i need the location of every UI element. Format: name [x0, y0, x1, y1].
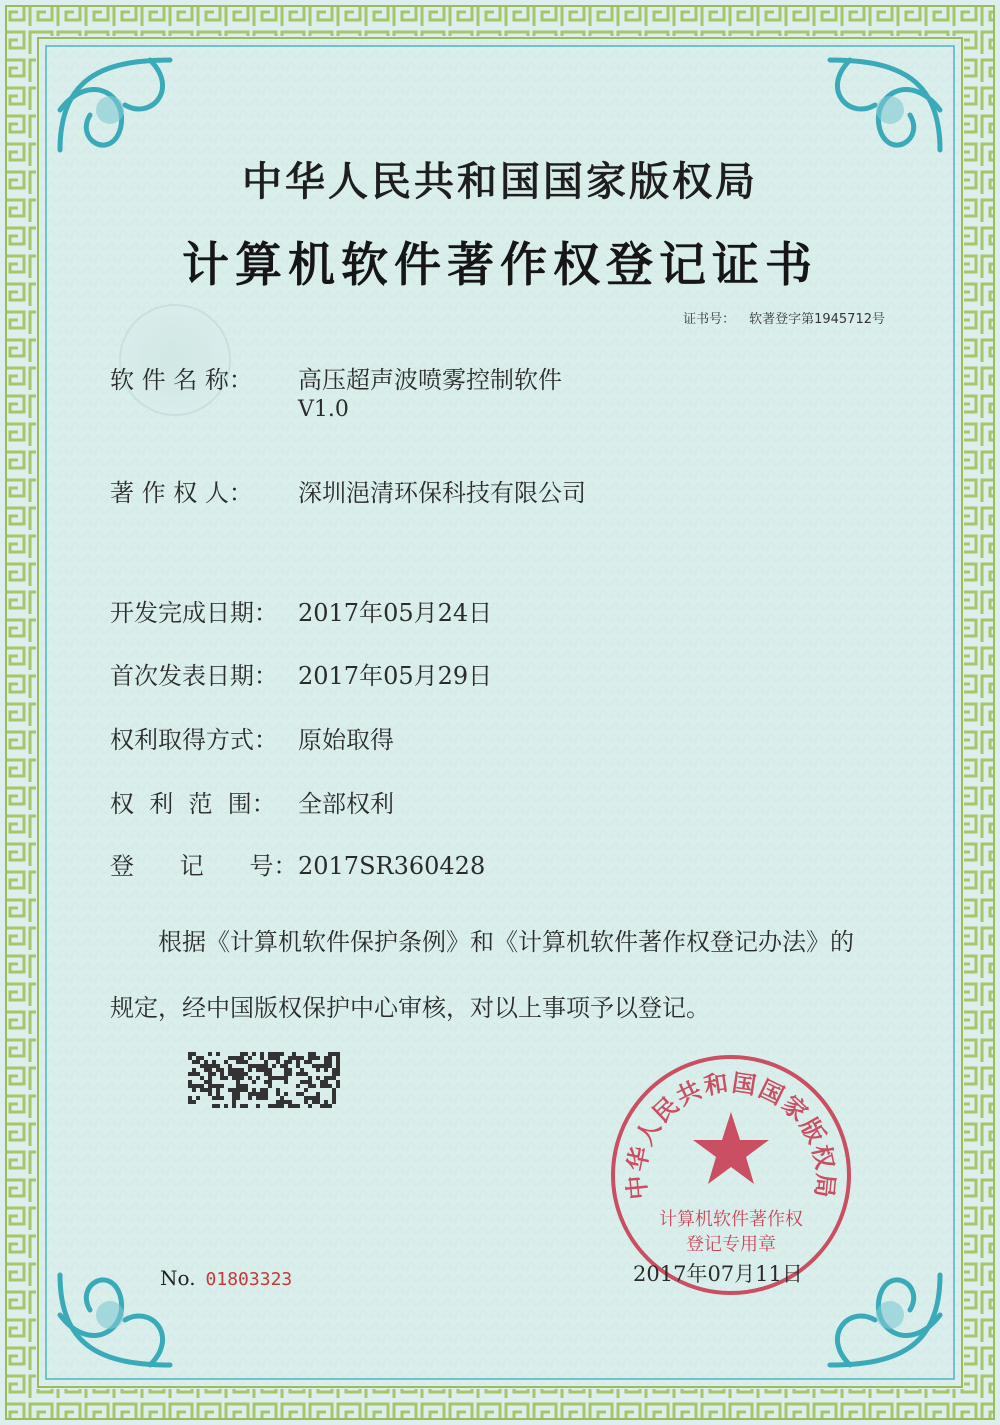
barcode-module — [244, 1072, 248, 1076]
barcode-module — [236, 1076, 240, 1080]
barcode-module — [232, 1076, 236, 1080]
barcode-module — [196, 1084, 200, 1088]
barcode-module — [260, 1092, 264, 1096]
barcode-module — [280, 1064, 284, 1068]
barcode-module — [308, 1084, 312, 1088]
barcode-module — [288, 1060, 292, 1064]
barcode-module — [320, 1064, 324, 1068]
barcode-module — [336, 1060, 340, 1064]
barcode-module — [280, 1096, 284, 1100]
barcode-module — [272, 1052, 276, 1056]
barcode-module — [200, 1056, 204, 1060]
barcode-module — [312, 1064, 316, 1068]
barcode-module — [300, 1072, 304, 1076]
barcode-module — [268, 1052, 272, 1056]
barcode-module — [316, 1064, 320, 1068]
barcode-module — [208, 1088, 212, 1092]
registration-number-label: 登 记 号： — [110, 852, 298, 880]
barcode-module — [240, 1084, 244, 1088]
barcode-module — [332, 1096, 336, 1100]
barcode-module — [208, 1084, 212, 1088]
barcode-module — [208, 1072, 212, 1076]
barcode-module — [264, 1068, 268, 1072]
barcode-module — [276, 1076, 280, 1080]
barcode-module — [256, 1064, 260, 1068]
seal-line2: 登记专用章 — [686, 1234, 776, 1255]
barcode-module — [240, 1060, 244, 1064]
barcode-module — [312, 1084, 316, 1088]
barcode-module — [260, 1068, 264, 1072]
barcode-module — [308, 1104, 312, 1108]
barcode-module — [236, 1080, 240, 1084]
barcode-module — [268, 1080, 272, 1084]
barcode-module — [316, 1076, 320, 1080]
software-name-value: 高压超声波喷雾控制软件 — [298, 366, 562, 394]
barcode-module — [244, 1104, 248, 1108]
barcode-module — [228, 1088, 232, 1092]
barcode-module — [336, 1052, 340, 1056]
barcode-module — [308, 1060, 312, 1064]
barcode-module — [240, 1104, 244, 1108]
barcode-module — [216, 1068, 220, 1072]
barcode-module — [284, 1064, 288, 1068]
barcode-module — [228, 1064, 232, 1068]
barcode-module — [228, 1072, 232, 1076]
barcode-module — [264, 1072, 268, 1076]
barcode-module — [312, 1100, 316, 1104]
barcode-module — [236, 1060, 240, 1064]
barcode-module — [192, 1060, 196, 1064]
barcode-module — [332, 1100, 336, 1104]
owner-value: 深圳浥清环保科技有限公司 — [298, 479, 586, 507]
barcode-module — [236, 1068, 240, 1072]
barcode-module — [292, 1056, 296, 1060]
barcode-module — [188, 1096, 192, 1100]
publish-date-value: 2017年05月29日 — [298, 662, 493, 690]
acquire-method-label: 权利取得方式： — [110, 726, 278, 754]
barcode-module — [280, 1052, 284, 1056]
certificate-number-value: 软著登字第1945712号 — [749, 312, 885, 327]
barcode-module — [204, 1064, 208, 1068]
field-publish-date — [110, 656, 492, 691]
field-owner — [110, 473, 586, 508]
barcode-module — [228, 1056, 232, 1060]
barcode-module — [256, 1104, 260, 1108]
field-completion-date — [110, 593, 492, 628]
barcode-module — [208, 1068, 212, 1072]
barcode-module — [304, 1072, 308, 1076]
barcode-module — [248, 1056, 252, 1060]
barcode-module — [308, 1080, 312, 1084]
software-version-value: V1.0 — [298, 397, 349, 422]
barcode-module — [312, 1052, 316, 1056]
barcode-module — [336, 1056, 340, 1060]
field-registration-number — [110, 846, 485, 881]
barcode-module — [332, 1052, 336, 1056]
serial-number-value: 01803323 — [205, 1269, 293, 1290]
barcode-module — [264, 1092, 268, 1096]
barcode-module — [276, 1092, 280, 1096]
acquire-method-value: 原始取得 — [298, 726, 394, 754]
barcode-module — [192, 1068, 196, 1072]
barcode-module — [188, 1072, 192, 1076]
barcode-module — [248, 1076, 252, 1080]
barcode-module — [248, 1096, 252, 1100]
barcode-module — [308, 1076, 312, 1080]
barcode-module — [316, 1056, 320, 1060]
rights-scope-value: 全部权利 — [298, 790, 394, 818]
barcode-module — [188, 1056, 192, 1060]
seal-line1: 计算机软件著作权 — [659, 1209, 803, 1230]
barcode-module — [260, 1064, 264, 1068]
field-acquire-method — [110, 720, 394, 755]
barcode-module — [256, 1068, 260, 1072]
barcode-module — [288, 1104, 292, 1108]
barcode-module — [196, 1056, 200, 1060]
barcode-module — [308, 1052, 312, 1056]
barcode-module — [296, 1072, 300, 1076]
barcode-module — [192, 1100, 196, 1104]
barcode-module — [236, 1084, 240, 1088]
barcode-module — [304, 1060, 308, 1064]
barcode-module — [300, 1092, 304, 1096]
2d-barcode — [188, 1052, 340, 1108]
barcode-module — [260, 1052, 264, 1056]
barcode-module — [260, 1056, 264, 1060]
issuer-title: 中华人民共和国国家版权局 — [242, 159, 758, 205]
rights-scope-label: 权 利 范 围： — [110, 790, 276, 818]
barcode-module — [288, 1056, 292, 1060]
barcode-module — [336, 1080, 340, 1084]
barcode-module — [240, 1088, 244, 1092]
barcode-module — [312, 1056, 316, 1060]
barcode-module — [276, 1100, 280, 1104]
barcode-module — [204, 1068, 208, 1072]
publish-date-label: 首次发表日期： — [110, 662, 278, 690]
barcode-module — [272, 1064, 276, 1068]
barcode-module — [316, 1100, 320, 1104]
seal-outer-text: 中华人民共和国国家版权局 — [622, 1068, 840, 1201]
barcode-module — [268, 1068, 272, 1072]
barcode-module — [220, 1096, 224, 1100]
barcode-module — [284, 1100, 288, 1104]
barcode-module — [212, 1072, 216, 1076]
barcode-module — [264, 1096, 268, 1100]
barcode-module — [324, 1100, 328, 1104]
barcode-module — [296, 1056, 300, 1060]
barcode-module — [264, 1080, 268, 1084]
barcode-module — [284, 1080, 288, 1084]
barcode-module — [244, 1052, 248, 1056]
field-software-name — [110, 360, 562, 422]
barcode-module — [200, 1084, 204, 1088]
barcode-module — [192, 1088, 196, 1092]
software-name-label: 软 件 名 称： — [110, 366, 253, 394]
barcode-module — [272, 1056, 276, 1060]
barcode-module — [208, 1080, 212, 1084]
barcode-module — [276, 1052, 280, 1056]
barcode-module — [244, 1088, 248, 1092]
barcode-module — [296, 1060, 300, 1064]
barcode-module — [252, 1064, 256, 1068]
barcode-module — [268, 1072, 272, 1076]
barcode-module — [236, 1072, 240, 1076]
barcode-module — [204, 1080, 208, 1084]
barcode-module — [248, 1068, 252, 1072]
barcode-module — [244, 1084, 248, 1088]
completion-date-label: 开发完成日期： — [110, 599, 278, 627]
barcode-module — [252, 1080, 256, 1084]
barcode-module — [308, 1056, 312, 1060]
barcode-module — [252, 1092, 256, 1096]
barcode-module — [216, 1092, 220, 1096]
barcode-module — [328, 1060, 332, 1064]
barcode-module — [220, 1068, 224, 1072]
barcode-module — [192, 1052, 196, 1056]
barcode-module — [216, 1064, 220, 1068]
barcode-module — [232, 1068, 236, 1072]
barcode-module — [224, 1076, 228, 1080]
barcode-module — [276, 1088, 280, 1092]
barcode-module — [256, 1076, 260, 1080]
barcode-module — [264, 1060, 268, 1064]
barcode-module — [188, 1100, 192, 1104]
serial-number — [160, 1266, 292, 1290]
barcode-module — [284, 1076, 288, 1080]
barcode-module — [324, 1060, 328, 1064]
barcode-module — [280, 1104, 284, 1108]
barcode-module — [332, 1088, 336, 1092]
barcode-module — [252, 1052, 256, 1056]
barcode-module — [208, 1064, 212, 1068]
barcode-module — [288, 1072, 292, 1076]
barcode-module — [216, 1088, 220, 1092]
barcode-module — [328, 1056, 332, 1060]
barcode-module — [292, 1052, 296, 1056]
barcode-module — [224, 1060, 228, 1064]
barcode-module — [188, 1084, 192, 1088]
barcode-module — [252, 1088, 256, 1092]
barcode-module — [264, 1064, 268, 1068]
barcode-module — [216, 1052, 220, 1056]
barcode-module — [212, 1084, 216, 1088]
barcode-module — [324, 1068, 328, 1072]
certificate-title: 计算机软件著作权登记证书 — [182, 238, 818, 293]
barcode-module — [240, 1072, 244, 1076]
barcode-module — [296, 1104, 300, 1108]
barcode-module — [232, 1104, 236, 1108]
barcode-module — [288, 1068, 292, 1072]
barcode-module — [192, 1072, 196, 1076]
barcode-module — [336, 1068, 340, 1072]
barcode-module — [268, 1104, 272, 1108]
barcode-module — [324, 1064, 328, 1068]
barcode-module — [192, 1084, 196, 1088]
barcode-module — [260, 1088, 264, 1092]
barcode-module — [216, 1084, 220, 1088]
completion-date-value: 2017年05月24日 — [298, 599, 493, 627]
barcode-module — [208, 1052, 212, 1056]
barcode-module — [220, 1072, 224, 1076]
barcode-module — [236, 1056, 240, 1060]
barcode-module — [280, 1100, 284, 1104]
barcode-module — [308, 1096, 312, 1100]
barcode-module — [208, 1092, 212, 1096]
barcode-module — [324, 1080, 328, 1084]
barcode-module — [232, 1100, 236, 1104]
field-rights-scope — [110, 784, 394, 819]
barcode-module — [196, 1060, 200, 1064]
barcode-module — [300, 1056, 304, 1060]
barcode-module — [220, 1084, 224, 1088]
barcode-module — [324, 1076, 328, 1080]
barcode-module — [260, 1096, 264, 1100]
barcode-module — [212, 1064, 216, 1068]
serial-number-label: No. — [160, 1266, 196, 1290]
barcode-module — [328, 1084, 332, 1088]
barcode-module — [328, 1052, 332, 1056]
barcode-module — [332, 1076, 336, 1080]
barcode-module — [232, 1056, 236, 1060]
issue-date: 2017年07月11日 — [633, 1262, 803, 1286]
barcode-module — [280, 1076, 284, 1080]
barcode-module — [188, 1080, 192, 1084]
barcode-module — [316, 1068, 320, 1072]
barcode-module — [336, 1084, 340, 1088]
barcode-module — [232, 1072, 236, 1076]
barcode-module — [248, 1092, 252, 1096]
barcode-module — [256, 1096, 260, 1100]
barcode-module — [236, 1092, 240, 1096]
barcode-module — [276, 1056, 280, 1060]
barcode-module — [336, 1064, 340, 1068]
barcode-module — [320, 1104, 324, 1108]
barcode-module — [288, 1100, 292, 1104]
barcode-module — [256, 1092, 260, 1096]
barcode-module — [328, 1064, 332, 1068]
certificate-number — [683, 308, 885, 327]
barcode-module — [212, 1096, 216, 1100]
barcode-module — [240, 1052, 244, 1056]
barcode-module — [304, 1080, 308, 1084]
barcode-module — [188, 1052, 192, 1056]
barcode-module — [332, 1092, 336, 1096]
barcode-module — [240, 1076, 244, 1080]
barcode-module — [284, 1092, 288, 1096]
barcode-module — [324, 1104, 328, 1108]
barcode-module — [264, 1088, 268, 1092]
barcode-module — [320, 1080, 324, 1084]
barcode-module — [196, 1072, 200, 1076]
barcode-module — [224, 1104, 228, 1108]
barcode-module — [232, 1088, 236, 1092]
barcode-module — [220, 1076, 224, 1080]
owner-label: 著 作 权 人： — [110, 479, 253, 507]
barcode-module — [232, 1092, 236, 1096]
barcode-module — [268, 1076, 272, 1080]
barcode-module — [332, 1072, 336, 1076]
barcode-module — [216, 1096, 220, 1100]
barcode-module — [244, 1060, 248, 1064]
barcode-module — [276, 1060, 280, 1064]
barcode-module — [296, 1092, 300, 1096]
barcode-module — [212, 1104, 216, 1108]
barcode-module — [228, 1068, 232, 1072]
barcode-module — [240, 1056, 244, 1060]
barcode-module — [204, 1088, 208, 1092]
barcode-module — [236, 1096, 240, 1100]
barcode-module — [300, 1068, 304, 1072]
barcode-module — [284, 1072, 288, 1076]
barcode-module — [272, 1104, 276, 1108]
barcode-module — [296, 1084, 300, 1088]
barcode-module — [248, 1064, 252, 1068]
barcode-module — [312, 1096, 316, 1100]
barcode-module — [200, 1064, 204, 1068]
barcode-module — [216, 1104, 220, 1108]
barcode-module — [328, 1104, 332, 1108]
barcode-module — [240, 1068, 244, 1072]
barcode-module — [212, 1060, 216, 1064]
barcode-module — [196, 1096, 200, 1100]
barcode-module — [316, 1096, 320, 1100]
barcode-module — [200, 1088, 204, 1092]
barcode-module — [336, 1072, 340, 1076]
barcode-module — [208, 1076, 212, 1080]
barcode-module — [268, 1056, 272, 1060]
barcode-module — [296, 1064, 300, 1068]
barcode-module — [328, 1076, 332, 1080]
barcode-module — [284, 1060, 288, 1064]
barcode-module — [276, 1104, 280, 1108]
barcode-module — [284, 1068, 288, 1072]
barcode-module — [320, 1084, 324, 1088]
barcode-module — [304, 1100, 308, 1104]
body-paragraph-line2: 规定，经中国版权保护中心审核，对以上事项予以登记。 — [110, 994, 710, 1022]
barcode-module — [316, 1092, 320, 1096]
barcode-module — [272, 1076, 276, 1080]
barcode-module — [324, 1084, 328, 1088]
barcode-module — [300, 1080, 304, 1084]
barcode-module — [304, 1088, 308, 1092]
barcode-module — [324, 1056, 328, 1060]
certificate-number-label: 证书号： — [683, 312, 736, 327]
barcode-module — [292, 1104, 296, 1108]
body-paragraph-line1: 根据《计算机软件保护条例》和《计算机软件著作权登记办法》的 — [158, 928, 854, 956]
barcode-module — [236, 1088, 240, 1092]
barcode-module — [204, 1060, 208, 1064]
barcode-module — [200, 1076, 204, 1080]
registration-number-value: 2017SR360428 — [298, 852, 486, 880]
barcode-module — [304, 1096, 308, 1100]
barcode-module — [232, 1096, 236, 1100]
barcode-module — [332, 1068, 336, 1072]
barcode-module — [268, 1084, 272, 1088]
